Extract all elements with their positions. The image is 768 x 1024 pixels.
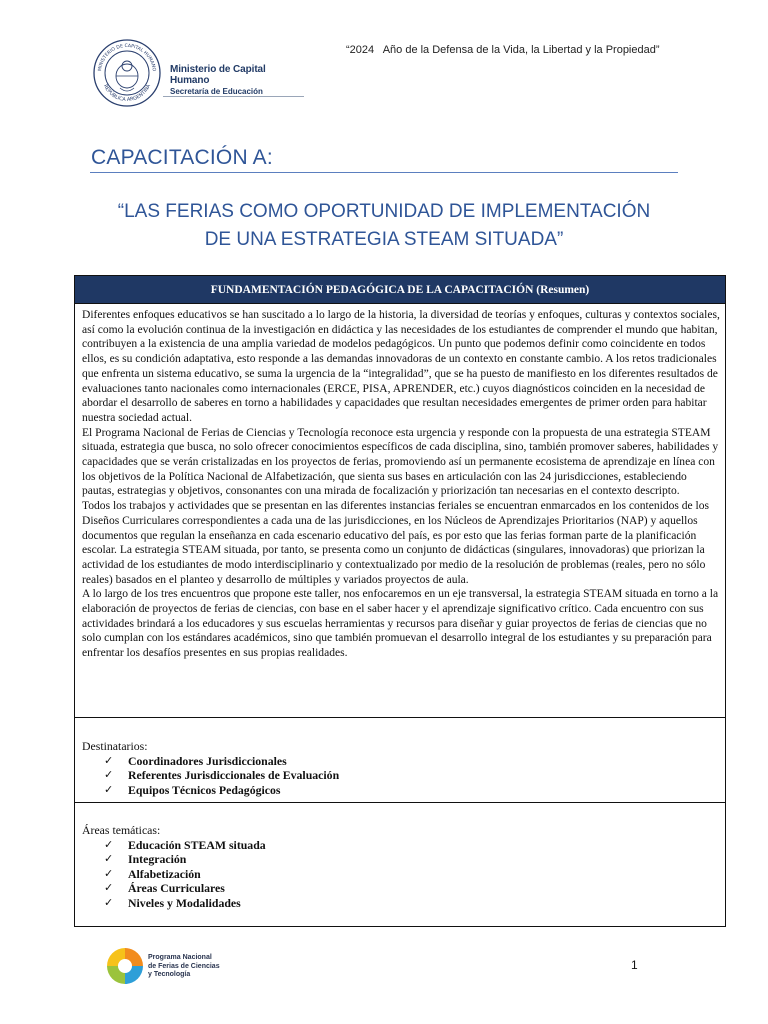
checkmark-icon: ✓	[104, 895, 114, 909]
list-item: ✓ Áreas Curriculares	[104, 881, 225, 895]
thematic-areas-section	[82, 823, 266, 910]
program-name	[148, 954, 220, 980]
title-divider	[90, 172, 678, 173]
recipients-section	[82, 739, 339, 797]
program-logo-icon	[102, 946, 148, 986]
checkmark-icon: ✓	[104, 768, 114, 781]
areas-label: Áreas temáticas:	[82, 823, 161, 837]
year-motto: “2024 Año de la Defensa de la Vida, la Libertad y la Propiedad”	[346, 44, 660, 56]
recipients-label: Destinatarios:	[82, 739, 148, 753]
title-line-2: DE UNA ESTRATEGIA STEAM SITUADA”	[204, 229, 564, 250]
header-divider	[75, 303, 725, 304]
checkmark-icon: ✓	[104, 837, 114, 851]
content-table	[74, 275, 726, 927]
ministry-text	[170, 64, 304, 96]
national-seal-icon	[92, 38, 162, 108]
program-line: y Tecnología	[148, 971, 191, 978]
list-item: ✓ Referentes Jurisdiccionales de Evaluación	[104, 768, 340, 782]
checkmark-icon: ✓	[104, 753, 114, 767]
training-label: CAPACITACIÓN A:	[91, 146, 273, 169]
page-number: 1	[631, 958, 638, 972]
list-item: ✓ Niveles y Modalidades	[104, 895, 241, 910]
ministry-name: Ministerio de Capital Humano	[170, 64, 266, 86]
program-line: de Ferias de Ciencias	[148, 962, 220, 970]
checkmark-icon: ✓	[104, 852, 114, 865]
areas-list	[82, 838, 266, 911]
section-divider	[75, 717, 725, 718]
ministry-subtitle: Secretaría de Educación	[170, 87, 263, 96]
list-item: ✓ Educación STEAM situada	[104, 837, 266, 852]
checkmark-icon: ✓	[104, 881, 114, 894]
paragraph: A lo largo de los tres encuentros que propone este taller, nos enfocaremos en un eje transversal, la estrategia STEAM situada en torno a la elaboración de proyectos de ferias de ciencias, con base en el saber hacer y el aprendizaje significativo crítico. Cada encuentro con sus actividades brindará a los educadores y sus escuelas herramientas y recursos para diseñar y guiar proyectos de ferias de ciencias que no solo cumplan con los estándares académicos, sino que también promuevan el desarrollo integral de los estudiantes y su preparación para enfrentar los desafíos presentes en sus propias realidades.	[82, 588, 719, 660]
paragraph: El Programa Nacional de Ferias de Ciencias y Tecnología reconoce esta urgencia y responde con la propuesta de una estrategia STEAM situada, estrategia que busca, no solo ofrecer conocimientos específicos de cada disciplina, sino, también promover saberes, habilidades y capacidades que se verán cristalizadas en los proyectos de ferias, promoviendo así un permanente ecosistema de aprendizaje en línea con los objetivos de la Política Nacional de Alfabetización, que sienta sus bases en articulación con las 24 jurisdicciones, estableciendo pautas, estrategias y objetivos, consonantes con una mirada de focalización y priorización tan necesarias en el contexto descripto.	[82, 426, 719, 498]
list-item: ✓ Coordinadores Jurisdiccionales	[104, 753, 287, 768]
recipients-list	[82, 754, 339, 798]
svg-text:MINISTERIO DE CAPITAL HUMANO: MINISTERIO DE CAPITAL HUMANO	[98, 43, 156, 72]
list-item: ✓ Integración	[104, 852, 187, 866]
paragraph: Diferentes enfoques educativos se han suscitado a lo largo de la historia, la diversidad de teorías y enfoques, culturas y contextos sociales, así como la evolución continua de la investigación en didáctica y las necesidades de los estudiantes de comprender el mundo que habitan, contribuyen a la existencia de una amplia variedad de modelos pedagógicos. Un punto que podemos definir como coincidente en todos ellos, es su condición adaptativa, esto responde a las demandas innovadoras de un contexto en constante cambio. A los retos tradicionales que enfrenta un sistema educativo, se suma la urgencia de la “integralidad”, que se ha puesto de manifiesto en los diferentes resultados de evaluaciones tanto nacionales como internacionales (ERCE, PISA, APRENDER, etc.) cuyos diagnósticos coinciden en la necesidad de abordar el desarrollo de saberes en torno a habilidades y capacidades que resultan necesidades emergentes de primer orden para habitar nuestra sociedad actual.	[82, 309, 720, 424]
logo-divider	[163, 96, 304, 97]
table-header: FUNDAMENTACIÓN PEDAGÓGICA DE LA CAPACITACIÓN (Resumen)	[75, 276, 725, 303]
section-divider	[75, 802, 725, 803]
checkmark-icon: ✓	[104, 866, 114, 880]
pedagogical-foundation-text	[82, 308, 720, 661]
list-item: ✓ Alfabetización	[104, 866, 201, 881]
document-title	[78, 198, 690, 254]
checkmark-icon: ✓	[104, 782, 114, 796]
svg-text:REPÚBLICA ARGENTINA: REPÚBLICA ARGENTINA	[101, 83, 153, 104]
program-line: Programa Nacional	[148, 954, 212, 961]
paragraph: Todos los trabajos y actividades que se presentan en las diferentes instancias feriales se encuentran enmarcados en los contenidos de los Diseños Curriculares correspondientes a cada una de las jurisdicciones, en los Núcleos de Aprendizajes Prioritarios (NAP) y aquellos documentos que regulan la enseñanza en cada escenario educativo del país, es por esto que las ferias forman parte de la planificación escolar. La estrategia STEAM situada, por tanto, se presenta como un conjunto de didácticas (singulares, innovadoras) que priorizan la actividad de los estudiantes de modo interdisciplinario y contextualizado por medio de la resolución de problemas (reales, pero no sólo reales) basados en el planteo y desarrollo de múltiples y variados proyectos de aula.	[82, 500, 710, 586]
ministry-logo	[90, 38, 304, 104]
title-line-1: “LAS FERIAS COMO OPORTUNIDAD DE IMPLEMENTACIÓN	[117, 201, 651, 222]
list-item: ✓ Equipos Técnicos Pedagógicos	[104, 782, 281, 797]
